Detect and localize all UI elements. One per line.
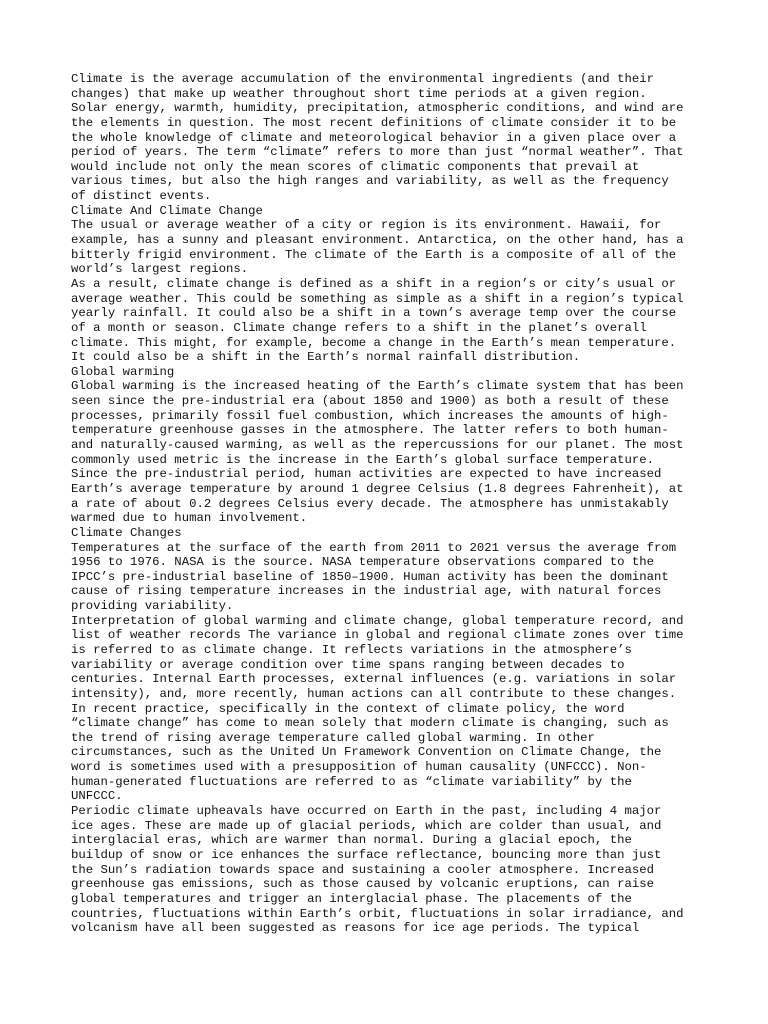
text-line: would include not only the mean scores of climatic components that prevail at bbox=[71, 159, 640, 174]
text-line: yearly rainfall. It could also be a shift in a town’s average temp over the course bbox=[71, 306, 677, 321]
paragraph-temperatures bbox=[71, 541, 701, 614]
text-line: greenhouse gas emissions, such as those caused by volcanic eruptions, can raise bbox=[71, 877, 654, 892]
text-line: UNFCCC. bbox=[71, 789, 123, 804]
text-line: buildup of snow or ice enhances the surface reflectance, bouncing more than just bbox=[71, 847, 662, 862]
paragraph-global-warming bbox=[71, 379, 701, 525]
text-line: As a result, climate change is defined as a shift in a region’s or city’s usual or bbox=[71, 276, 677, 291]
text-line: cause of rising temperature increases in the industrial age, with natural forces bbox=[71, 584, 662, 599]
section-heading: Global warming bbox=[71, 364, 175, 379]
heading-global-warming bbox=[71, 365, 701, 380]
text-line: is referred to as climate change. It reflects variations in the atmosphere’s bbox=[71, 642, 632, 657]
text-line: Periodic climate upheavals have occurred on Earth in the past, including 4 major bbox=[71, 804, 662, 819]
heading-climate-and-climate-change bbox=[71, 204, 701, 219]
heading-climate-changes bbox=[71, 526, 701, 541]
text-line: human-generated fluctuations are referred to as “climate variability” by the bbox=[71, 774, 632, 789]
text-line: “climate change” has come to mean solely that modern climate is changing, such as bbox=[71, 716, 669, 731]
text-line: providing variability. bbox=[71, 599, 234, 614]
text-line: seen since the pre-industrial era (about 1850 and 1900) as both a result of these bbox=[71, 394, 669, 409]
text-line: interglacial eras, which are warmer than normal. During a glacial epoch, the bbox=[71, 833, 632, 848]
text-line: Earth’s average temperature by around 1 degree Celsius (1.8 degrees Fahrenheit), at bbox=[71, 481, 684, 496]
text-line: In recent practice, specifically in the context of climate policy, the word bbox=[71, 701, 625, 716]
text-line: a rate of about 0.2 degrees Celsius every decade. The atmosphere has unmistakably bbox=[71, 496, 669, 511]
paragraph-interpretation bbox=[71, 614, 701, 804]
text-line: word is sometimes used with a presupposition of human causality (UNFCCC). Non- bbox=[71, 760, 647, 775]
text-line: Since the pre-industrial period, human activities are expected to have increased bbox=[71, 467, 662, 482]
text-line: example, has a sunny and pleasant environment. Antarctica, on the other hand, has a bbox=[71, 233, 684, 248]
paragraph-usual-weather bbox=[71, 218, 701, 277]
text-line: intensity), and, more recently, human actions can all contribute to these changes. bbox=[71, 686, 677, 701]
text-line: the Sun’s radiation towards space and sustaining a cooler atmosphere. Increased bbox=[71, 862, 654, 877]
text-line: average weather. This could be something as simple as a shift in a region’s typical bbox=[71, 291, 684, 306]
text-line: IPCC’s pre-industrial baseline of 1850–1900. Human activity has been the dominant bbox=[71, 569, 669, 584]
paragraph-climate-change-definition bbox=[71, 277, 701, 365]
text-line: 1956 to 1976. NASA is the source. NASA temperature observations compared to the bbox=[71, 555, 654, 570]
text-line: Climate is the average accumulation of the environmental ingredients (and their bbox=[71, 72, 654, 86]
text-line: world’s largest regions. bbox=[71, 262, 249, 277]
text-line: of a month or season. Climate change refers to a shift in the planet’s overall bbox=[71, 320, 647, 335]
text-line: list of weather records The variance in global and regional climate zones over time bbox=[71, 628, 684, 643]
text-line: volcanism have all been suggested as reasons for ice age periods. The typical bbox=[71, 921, 640, 936]
text-line: climate. This might, for example, become a change in the Earth’s mean temperature. bbox=[71, 335, 677, 350]
text-line: The usual or average weather of a city or region is its environment. Hawaii, for bbox=[71, 218, 662, 233]
section-heading: Climate Changes bbox=[71, 525, 182, 540]
text-line: countries, fluctuations within Earth’s orbit, fluctuations in solar irradiance, and bbox=[71, 906, 684, 921]
text-line: Temperatures at the surface of the earth from 2011 to 2021 versus the average from bbox=[71, 540, 677, 555]
text-line: temperature greenhouse gasses in the atmosphere. The latter refers to both human- bbox=[71, 423, 669, 438]
text-line: Interpretation of global warming and climate change, global temperature record, and bbox=[71, 613, 684, 628]
text-line: and naturally-caused warming, as well as the repercussions for our planet. The most bbox=[71, 438, 684, 453]
text-line: of distinct events. bbox=[71, 189, 212, 204]
text-line: Solar energy, warmth, humidity, precipitation, atmospheric conditions, and wind are bbox=[71, 101, 684, 116]
text-line: commonly used metric is the increase in the Earth’s global surface temperature. bbox=[71, 452, 654, 467]
paragraph-intro bbox=[71, 72, 701, 204]
text-line: It could also be a shift in the Earth’s normal rainfall distribution. bbox=[71, 350, 581, 365]
text-line: centuries. Internal Earth processes, external influences (e.g. variations in solar bbox=[71, 672, 677, 687]
text-line: ice ages. These are made up of glacial periods, which are colder than usual, and bbox=[71, 818, 662, 833]
text-line: the elements in question. The most recent definitions of climate consider it to be bbox=[71, 115, 677, 130]
document-page bbox=[71, 72, 701, 936]
text-line: various times, but also the high ranges and variability, as well as the frequency bbox=[71, 174, 669, 189]
text-line: the trend of rising average temperature called global warming. In other bbox=[71, 730, 595, 745]
text-line: warmed due to human involvement. bbox=[71, 511, 308, 526]
text-line: processes, primarily fossil fuel combustion, which increases the amounts of high- bbox=[71, 408, 669, 423]
text-line: variability or average condition over time spans ranging between decades to bbox=[71, 657, 625, 672]
text-line: Global warming is the increased heating of the Earth’s climate system that has been bbox=[71, 379, 684, 394]
text-line: global temperatures and trigger an interglacial phase. The placements of the bbox=[71, 891, 632, 906]
section-heading: Climate And Climate Change bbox=[71, 203, 263, 218]
text-line: circumstances, such as the United Un Framework Convention on Climate Change, the bbox=[71, 745, 662, 760]
text-line: bitterly frigid environment. The climate of the Earth is a composite of all of the bbox=[71, 247, 677, 262]
text-line: the whole knowledge of climate and meteorological behavior in a given place over a bbox=[71, 130, 677, 145]
text-line: changes) that make up weather throughout short time periods at a given region. bbox=[71, 86, 647, 101]
text-line: period of years. The term “climate” refers to more than just “normal weather”. That bbox=[71, 145, 684, 160]
paragraph-ice-ages bbox=[71, 804, 701, 936]
